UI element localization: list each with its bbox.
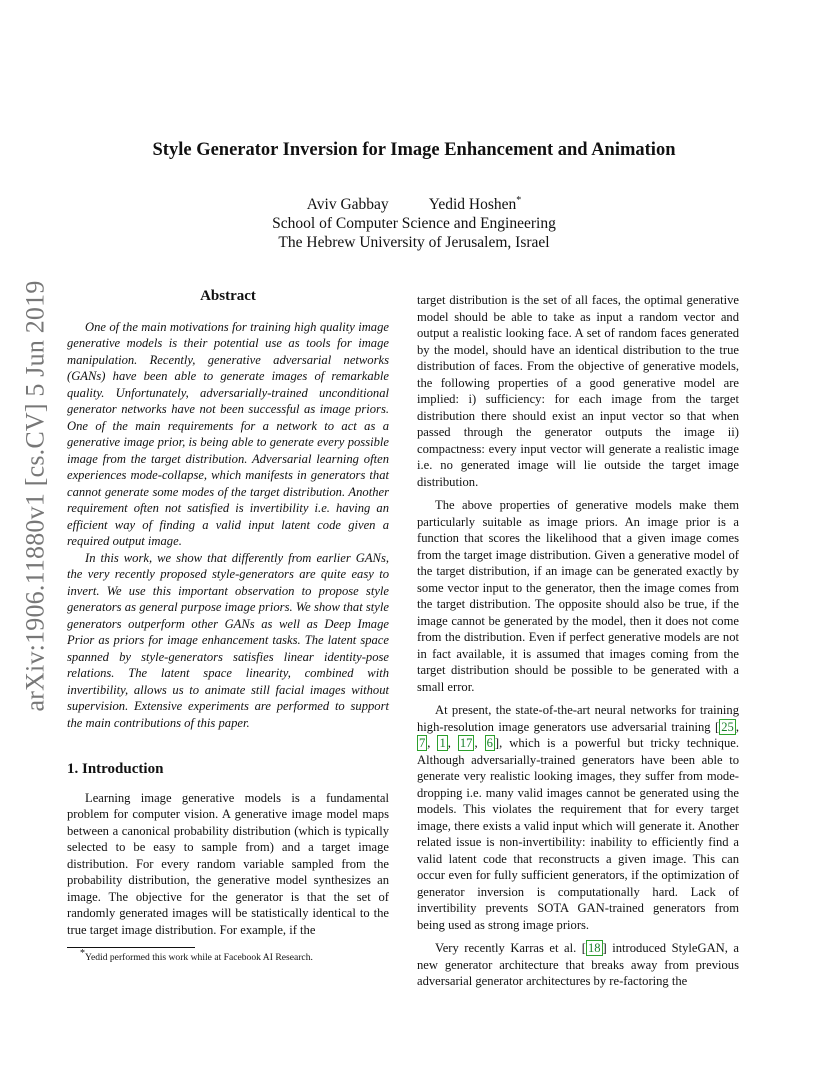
right-paragraph-3: At present, the state-of-the-art neural networks for training high-resolution image generators use adversarial training [ 25 , 7 , 1 , 17 , 6 ], which is a powerful but tricky technique. Although adversarially-trained generators have been able to generate very realistic looking images, they suffer from mode-dropping i.e. many valid images cannot be generated using the models. This violates the requirement that for every target image, there exists a valid input which will generate it. Another related issue is non-invertibility: inability to efficiently find a valid latent code that reconstructs a given image. This can occur even for fully sufficient generators, if the optimization of generator inversion is computationally hard. Lack of invertibility prevents SOTA GAN-trained generators from being used as strong image priors. [417, 703, 739, 932]
footnote-mark: * [80, 947, 85, 959]
right-column [417, 292, 739, 997]
footnote-rule [67, 947, 195, 948]
arxiv-identifier-sidebar [16, 280, 56, 712]
citation-link[interactable]: 7 [419, 736, 426, 750]
author-names [0, 195, 828, 214]
paper-title: Style Generator Inversion for Image Enhancement and Animation [152, 140, 676, 160]
affiliation-line-1: School of Computer Science and Engineering [272, 215, 556, 232]
right-paragraph-2: The above properties of generative models make them particularly suitable as image priors. An image prior is a function that scores the likelihood that a given image comes from the target image distribution. Given a generative model of the target distribution, if an image can be generated exactly by some vector input to the generator, then the image comes from the target distribution. The opposite should also be true, if the image cannot be generated by the model, then it does not come from the distribution. Even if perfect generative models are not in fact available, it is assumed that images coming from the target distribution should be possible to be generated with a small error. [417, 498, 739, 694]
abstract-paragraph-1: One of the main motivations for training high quality image generative models is their potential use as tools for image manipulation. Recently, generative adversarial networks (GANs) have been able to generate images of remarkable quality. Unfortunately, adversarially-trained unconditional generator networks have not been successful as image priors. One of the main requirements for a network to act as a generative image prior, is being able to generate every possible image from the target distribution. Adversarial learning often experiences mode-collapse, which manifests in generators that cannot generate some modes of the target distribution. Another requirement often not satisfied is invertibility i.e. having an efficient way of finding a valid input latent code given a required output image. [67, 319, 389, 548]
citation-link[interactable]: 6 [486, 736, 493, 750]
author-1: Aviv Gabbay [306, 196, 389, 213]
abstract-body [67, 319, 389, 732]
citation-link[interactable]: 1 [439, 736, 446, 750]
citation-link[interactable]: 17 [459, 736, 473, 750]
affiliation-line-2: The Hebrew University of Jerusalem, Israel [278, 234, 550, 251]
right-paragraph-4: Very recently Karras et al. [ 18 ] introduced StyleGAN, a new generator architecture that breaks away from previous adversarial generator architectures by re-factoring the [417, 941, 740, 988]
arxiv-identifier: arXiv:1906.11880v1 [cs.CV] 5 Jun 2019 [21, 280, 51, 712]
section-heading-introduction: 1. Introduction [67, 761, 164, 777]
left-column [67, 288, 389, 938]
intro-paragraph-1: Learning image generative models is a fundamental problem for computer vision. A generative image model maps between a canonical probability distribution (which is typically selected to be easy to sample from) and a target image distribution. For every random variable sampled from the probability distribution, the generative model synthesizes an image. The objective for the generator is that the set of randomly generated images will be statistically identical to the true target image distribution. For example, if the [67, 790, 389, 937]
footnote [80, 947, 313, 963]
right-paragraph-1: target distribution is the set of all faces, the optimal generative model should be able to take as input a random vector and output a realistic looking face. A set of random faces generated by the model, should have an identical distribution to the true distribution of faces. From the objective of generative models, the following properties of a good generative model are implied: i) sufficiency: for each image from the target distribution there should exist an input vector so that when passed through the generator outputs the image ii) compactness: every input vector will generate a realistic image i.e. no generated image will lie outside the target image distribution. [417, 293, 739, 489]
abstract-paragraph-2: In this work, we show that differently from earlier GANs, the very recently proposed style-generators are quite easy to invert. We use this important observation to propose style generators as general purpose image priors. We show that style generators outperform other GANs as well as Deep Image Prior as priors for image enhancement tasks. The latent space spanned by style-generators satisfies linear identity-pose relations. The latent space linearity, combined with invertibility, allows us to animate still facial images without supervision. Extensive experiments are performed to support the main contributions of this paper. [67, 550, 389, 730]
footnote-text: Yedid performed this work while at Facebook AI Research. [85, 952, 313, 963]
citation-link[interactable]: 18 [587, 941, 601, 955]
author-block [0, 195, 828, 252]
author-2: Yedid Hoshen* [428, 194, 522, 213]
abstract-heading: Abstract [200, 288, 256, 304]
author-2-footnote-mark: * [516, 194, 522, 206]
citation-link[interactable]: 25 [721, 719, 734, 734]
